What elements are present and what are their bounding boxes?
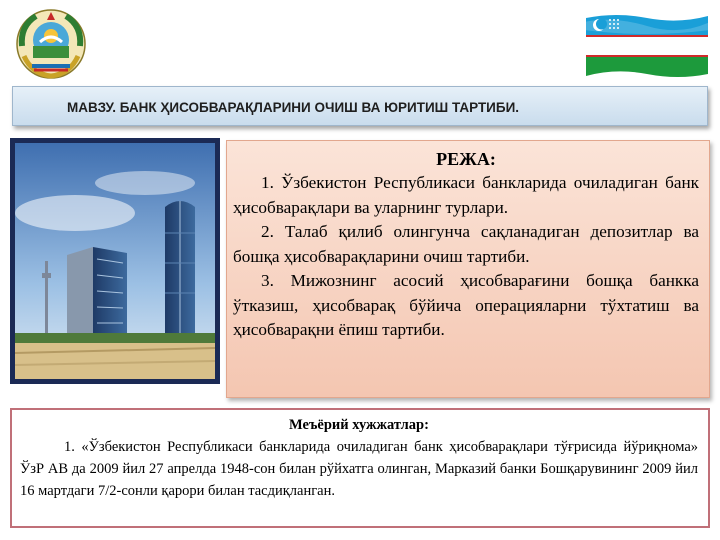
bank-buildings-photo <box>10 138 220 384</box>
plan-item-2: 2. Талаб қилиб олингунча сақланадиган депозитлар ва бошқа ҳисобварақларини очиш тартиби. <box>233 222 699 266</box>
documents-heading: Меъёрий хужжатлар: <box>289 417 429 433</box>
document-item-1: 1. «Ўзбекистон Республикаси банкларида очиладиган банк ҳисобварақлари тўғрисида йўриқнома» ЎзР АВ да 2009 йил 27 апрелда 1948-сон билан рўйхатга олинган, Марказий банки Бошқарувининг 2009 йил 16 мартдаги 7/2-сонли қарори билан тасдиқланган. <box>20 439 698 499</box>
plan-box <box>226 140 710 398</box>
state-emblem-icon <box>10 6 92 82</box>
national-flag-icon <box>584 12 710 80</box>
plan-item-1: 1. Ўзбекистон Республикаси банкларида очиладиган банк ҳисобварақлари ва уларнинг турлари. <box>233 173 699 217</box>
plan-item-3: 3. Мижознинг асосий ҳисобварағини бошқа банкка ўтказиш, ҳисобварақ бўйича операцияларни тўхтатиш ва ҳисобварақни ёпиш тартиби. <box>233 271 699 339</box>
plan-heading: РЕЖА: <box>436 149 496 169</box>
slide-title: МАВЗУ. БАНК ҲИСОБВАРАҚЛАРИНИ ОЧИШ ВА ЮРИТИШ ТАРТИБИ. <box>67 100 520 115</box>
skyline-image <box>15 143 215 379</box>
normative-documents-box <box>10 408 710 528</box>
title-bar <box>12 86 708 126</box>
